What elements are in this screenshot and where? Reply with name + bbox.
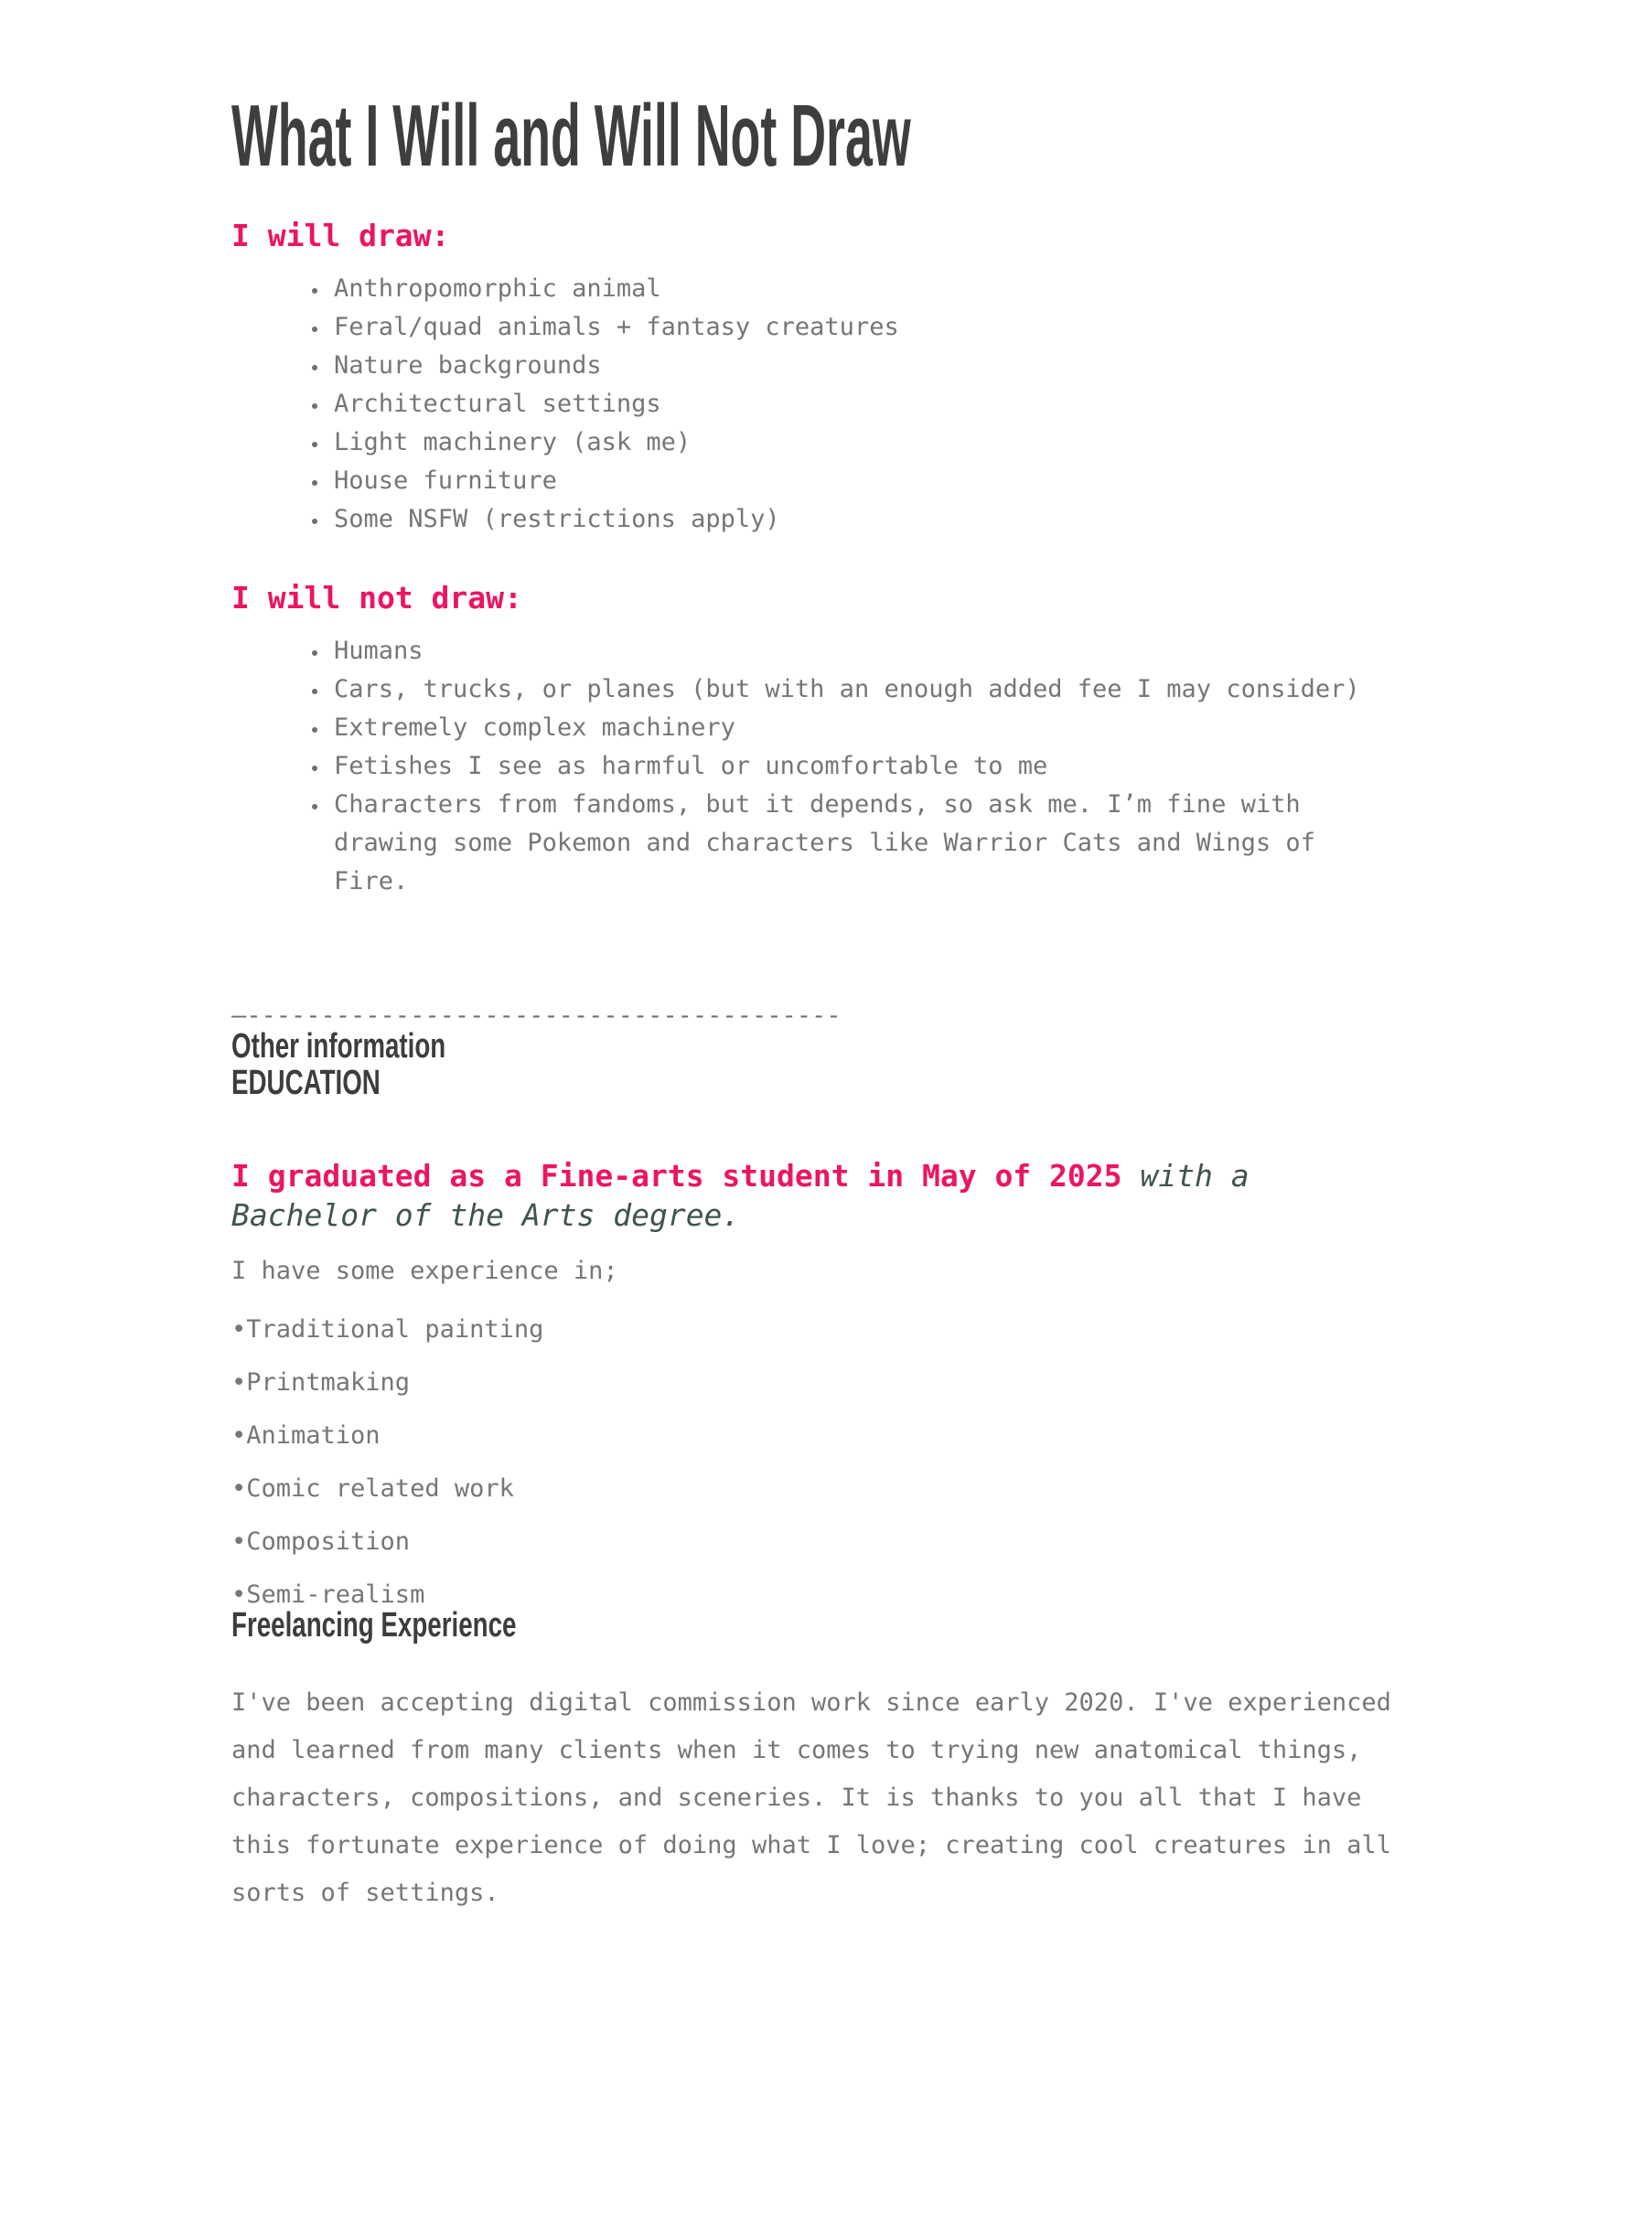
list-item: • House furniture [329, 462, 1393, 500]
experience-list [231, 1317, 1393, 1607]
page-title [231, 87, 1393, 185]
document-content [231, 87, 1393, 1917]
will-draw-heading: I will draw: [231, 218, 450, 253]
list-item: • Extremely complex machinery [329, 709, 1393, 747]
list-item: • Characters from fandoms, but it depends, so ask me. I’m fine with drawing some Pokemon and characters like Warrior Cats and Wings of Fire. [329, 786, 1393, 901]
experience-item: •Animation [231, 1421, 381, 1450]
list-item: • Fetishes I see as harmful or uncomfortable to me [329, 747, 1393, 786]
education-highlight-italic: with a Bachelor of the Arts degree. [231, 1158, 1250, 1233]
experience-intro: I have some experience in; [231, 1257, 618, 1285]
dashed-divider: —---------------------------------------- [231, 1002, 842, 1030]
will-draw-list [231, 270, 1393, 539]
list-item: • Anthropomorphic animal [329, 270, 1393, 308]
list-item: • Some NSFW (restrictions apply) [329, 500, 1393, 539]
list-item: • Humans [329, 632, 1393, 670]
education-highlight [231, 1156, 1393, 1235]
experience-item: •Semi-realism [231, 1580, 425, 1609]
list-item: • Feral/quad animals + fantasy creatures [329, 308, 1393, 347]
list-item: • Nature backgrounds [329, 347, 1393, 385]
will-not-draw-list [231, 632, 1393, 901]
experience-item: •Composition [231, 1527, 411, 1556]
education-heading-text: EDUCATION [231, 1064, 381, 1102]
list-item: • Cars, trucks, or planes (but with an enough added fee I may consider) [329, 670, 1393, 709]
other-information-heading-text: Other information [231, 1027, 446, 1066]
list-item: • Architectural settings [329, 385, 1393, 423]
education-highlight-bold: I graduated as a Fine-arts student in May of 2025 [231, 1158, 1122, 1194]
education-heading [231, 1065, 1393, 1101]
experience-item: •Comic related work [231, 1474, 514, 1503]
experience-item: •Printmaking [231, 1368, 411, 1397]
freelancing-heading [231, 1607, 1393, 1644]
page-title-text: What I Will and Will Not Draw [231, 87, 911, 185]
freelancing-paragraph: I've been accepting digital commission work since early 2020. I've experienced and learned from many clients when it comes to trying new anatomical things, characters, compositions, and sceneries. It is thanks to you all that I have this fortunate experience of doing what I love; creating cool creatures in all sorts of settings. [231, 1688, 1391, 1907]
experience-item: •Traditional painting [231, 1315, 544, 1344]
list-item: • Light machinery (ask me) [329, 423, 1393, 462]
other-information-heading [231, 1028, 1393, 1065]
will-not-draw-heading: I will not draw: [231, 580, 522, 616]
freelancing-heading-text: Freelancing Experience [231, 1606, 517, 1645]
